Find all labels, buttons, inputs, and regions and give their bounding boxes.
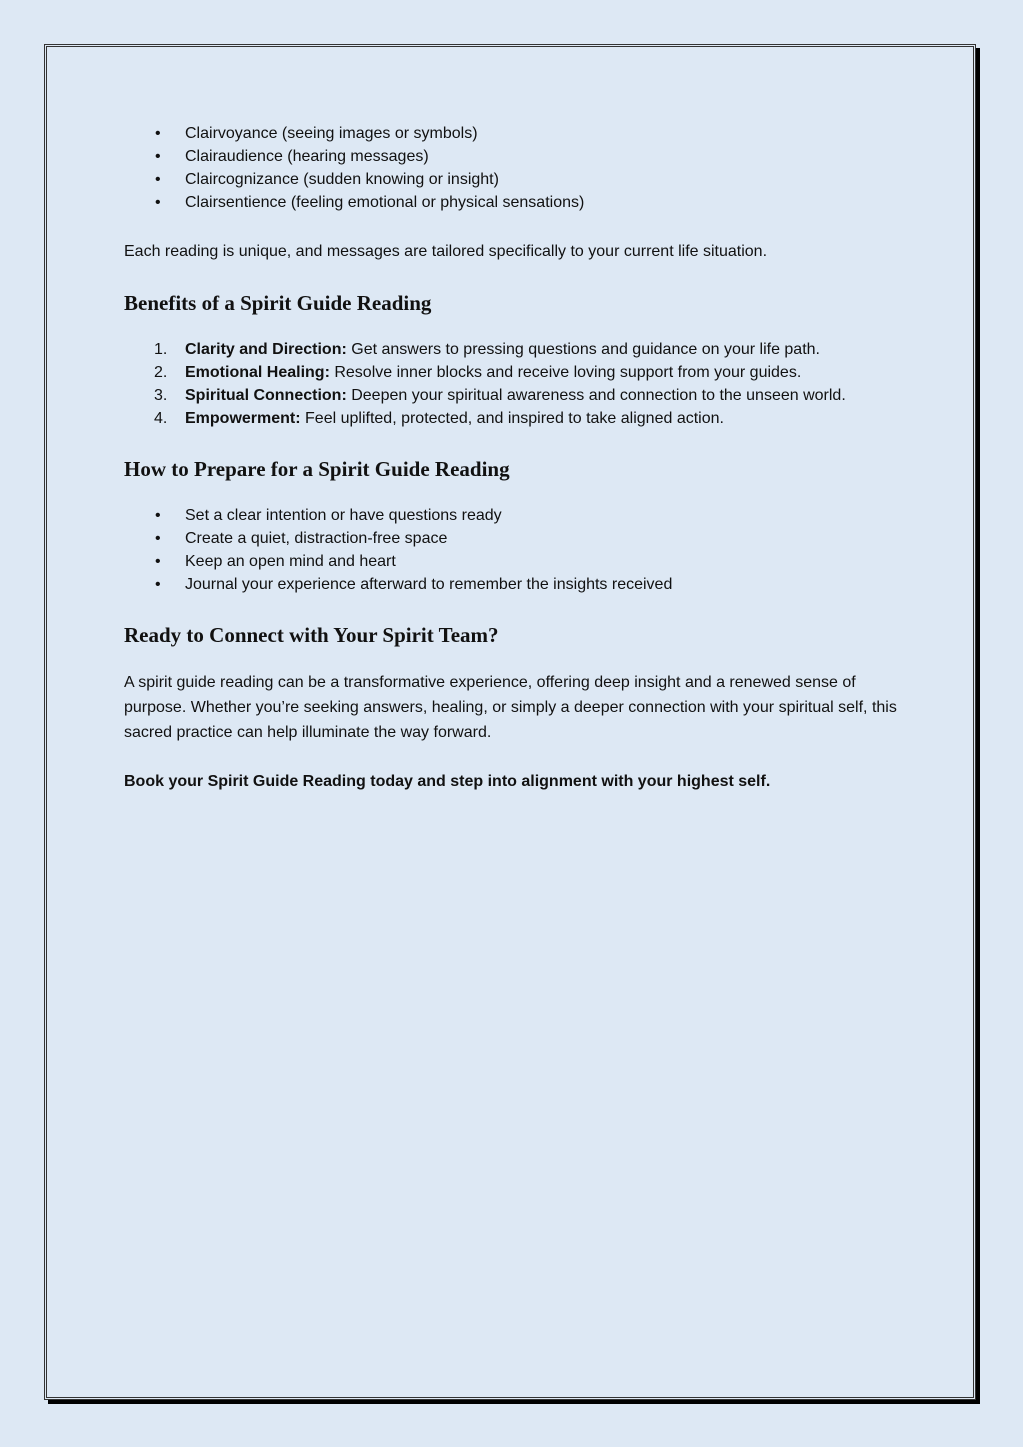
- list-number: 4.: [154, 410, 168, 427]
- list-item: • Journal your experience afterward to remember the insights received: [124, 573, 914, 596]
- benefits-list: [124, 338, 914, 430]
- benefit-label: Empowerment:: [185, 410, 301, 427]
- benefits-heading: Benefits of a Spirit Guide Reading: [124, 291, 432, 315]
- list-item: • Clairvoyance (seeing images or symbols): [124, 122, 914, 145]
- call-to-action: Book your Spirit Guide Reading today and step into alignment with your highest self.: [124, 773, 771, 790]
- list-number: 3.: [154, 387, 168, 404]
- list-item: [124, 407, 914, 430]
- benefit-label: Spiritual Connection:: [185, 387, 347, 404]
- benefit-text: Get answers to pressing questions and guidance on your life path.: [346, 341, 820, 358]
- prepare-heading: How to Prepare for a Spirit Guide Reading: [124, 457, 510, 481]
- list-item: [124, 338, 914, 361]
- list-number: 2.: [154, 364, 168, 381]
- list-item: • Keep an open mind and heart: [124, 550, 914, 573]
- benefit-label: Emotional Healing:: [185, 364, 330, 381]
- ready-paragraph: A spirit guide reading can be a transformative experience, offering deep insight and a renewed sense of purpose. Whether you’re seeking answers, healing, or simply a deeper connection with your spiritual self, this sacred practice can help illuminate the way forward.: [124, 674, 897, 741]
- benefit-label: Clarity and Direction:: [185, 341, 347, 358]
- list-number: 1.: [154, 341, 168, 358]
- document-body: [124, 122, 914, 794]
- prepare-list: [124, 504, 914, 596]
- benefit-text: Resolve inner blocks and receive loving support from your guides.: [329, 364, 802, 381]
- list-item: • Claircognizance (sudden knowing or insight): [124, 168, 914, 191]
- benefit-text: Deepen your spiritual awareness and connection to the unseen world.: [346, 387, 846, 404]
- list-item: • Clairsentience (feeling emotional or physical sensations): [124, 191, 914, 214]
- ready-heading: Ready to Connect with Your Spirit Team?: [124, 623, 499, 647]
- clair-senses-list: [124, 122, 914, 214]
- list-item: • Create a quiet, distraction-free space: [124, 527, 914, 550]
- list-item: [124, 384, 914, 407]
- benefit-text: Feel uplifted, protected, and inspired to take aligned action.: [300, 410, 724, 427]
- list-item: • Clairaudience (hearing messages): [124, 145, 914, 168]
- list-item: [124, 361, 914, 384]
- intro-paragraph: Each reading is unique, and messages are tailored specifically to your current life situation.: [124, 243, 768, 260]
- list-item: • Set a clear intention or have questions ready: [124, 504, 914, 527]
